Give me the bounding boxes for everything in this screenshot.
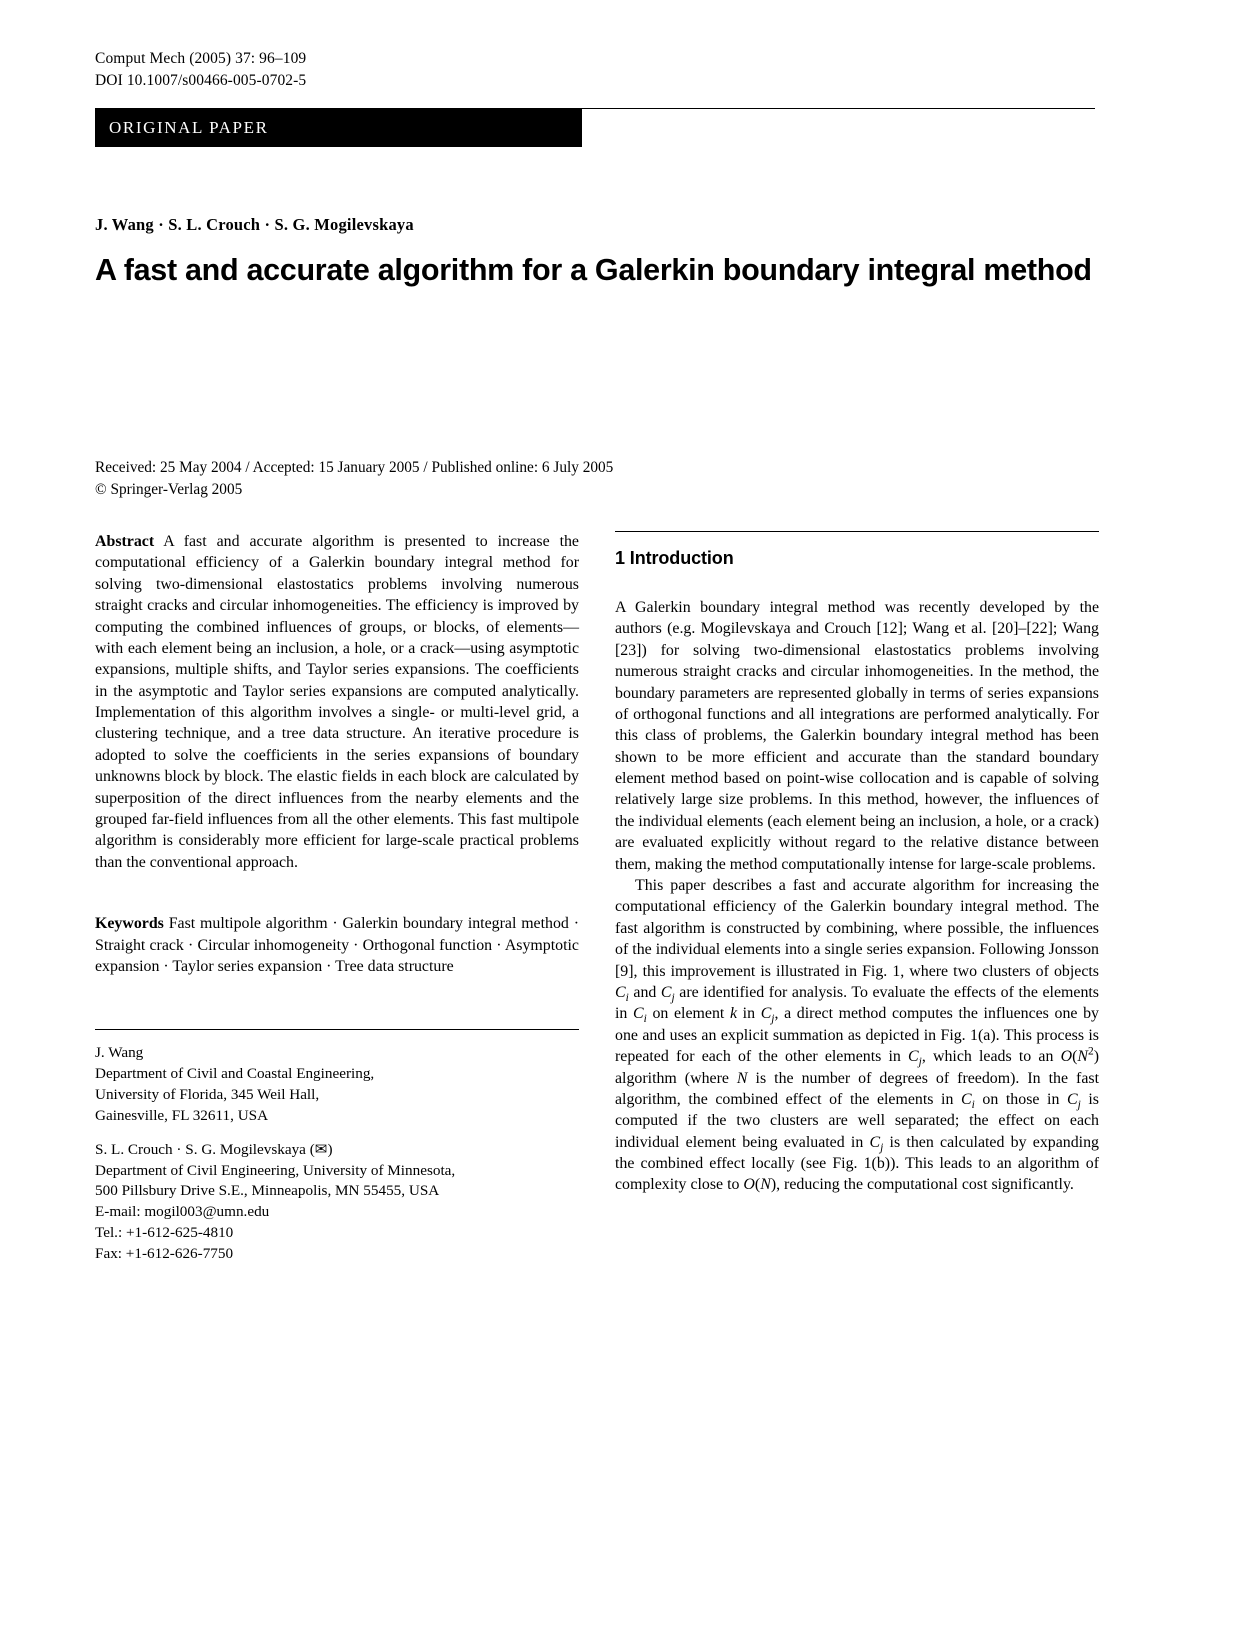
affiliation-line: Gainesville, FL 32611, USA bbox=[95, 1106, 269, 1124]
journal-reference bbox=[95, 48, 1095, 92]
right-column bbox=[615, 531, 1099, 1278]
affiliation-line: University of Florida, 345 Weil Hall, bbox=[95, 1086, 320, 1104]
page-content bbox=[95, 48, 1099, 1278]
article-type-label: ORIGINAL PAPER bbox=[109, 118, 269, 137]
copyright-line: © Springer-Verlag 2005 bbox=[95, 480, 243, 498]
journal-doi: DOI 10.1007/s00466-005-0702-5 bbox=[95, 72, 307, 89]
affiliation-email[interactable]: E-mail: mogil003@umn.edu bbox=[95, 1203, 270, 1221]
affiliation-line: Department of Civil and Coastal Engineering, bbox=[95, 1065, 375, 1083]
affiliation-line: S. L. Crouch · S. G. Mogilevskaya (✉) bbox=[95, 1140, 333, 1158]
two-column-body bbox=[95, 531, 1099, 1278]
page-title: A fast and accurate algorithm for a Galerkin boundary integral method bbox=[95, 253, 1092, 287]
affiliation-line: 500 Pillsbury Drive S.E., Minneapolis, MN 55455, USA bbox=[95, 1182, 440, 1200]
section-heading-introduction: 1 Introduction bbox=[615, 547, 734, 568]
affiliations bbox=[95, 1043, 579, 1264]
keywords-text: Fast multipole algorithm · Galerkin boundary integral method · Straight crack · Circular inhomogeneity · Orthogonal function · Asymptotic expansion · Taylor series expansion · Tree data structure bbox=[95, 915, 579, 975]
introduction-paragraph-2: This paper describes a fast and accurate algorithm for increasing the computational efficiency of the Galerkin boundary integral method. The fast algorithm is constructed by combining, where possible, the influences of the individual elements into a single series expansion. Following Jonsson [9], this improvement is illustrated in Fig. 1, where two clusters of objects $C_i$ and $C_j$ are identified for analysis. To evaluate the effects of the elements in $C_i$ on element k in $C_j$, a direct method computes the influences one by one and uses an explicit summation as depicted in Fig. 1(a). This process is repeated for each of the other elements in $C_j$, which leads to an $O(N^2)$ algorithm (where N is the number of degrees of freedom). In the fast algorithm, the combined effect of the elements in $C_i$ on those in $C_j$ is computed if the two clusters are well separated; the effect on each individual element being evaluated in $C_j$ is then calculated by expanding the combined effect locally (see Fig. 1(b)). This leads to an algorithm of complexity close to O(N), reducing the computational cost significantly. bbox=[615, 877, 1099, 1194]
section-divider bbox=[615, 531, 1099, 532]
author-list: J. Wang · S. L. Crouch · S. G. Mogilevskaya bbox=[95, 215, 414, 234]
publication-dates bbox=[95, 457, 1095, 501]
left-column bbox=[95, 531, 579, 1278]
received-accepted-line: Received: 25 May 2004 / Accepted: 15 January 2005 / Published online: 6 July 2005 bbox=[95, 458, 614, 476]
affiliation-block-2 bbox=[95, 1140, 579, 1265]
introduction-paragraph-1: A Galerkin boundary integral method was recently developed by the authors (e.g. Mogilevskaya and Crouch [12]; Wang et al. [20]–[22]; Wang [23]) for solving two-dimensional elastostatics problems involving numerous straight cracks and circular inhomogeneities. In the method, the boundary parameters are represented globally in terms of series expansions of orthogonal functions and all integrations are performed analytically. For this class of problems, the Galerkin boundary integral method has been shown to be more efficient and accurate than the standard boundary element method based on point-wise collocation and is capable of solving relatively large size problems. In this method, however, the influences of the individual elements (each element being an inclusion, a hole, or a crack) are evaluated explicitly without regard to the relative distance between them, making the method computationally intense for large-scale problems. bbox=[615, 598, 1099, 873]
abstract-text: A fast and accurate algorithm is presented to increase the computational efficiency of a Galerkin boundary integral method for solving two-dimensional elastostatics problems involving numerous straight cracks and circular inhomogeneities. The efficiency is improved by computing the combined influences of groups, or blocks, of elements—with each element being an inclusion, a hole, or a crack—using asymptotic expansions, multiple shifts, and Taylor series expansions. The coefficients in the asymptotic and Taylor series expansions are computed analytically. Implementation of this algorithm involves a single- or multi-level grid, a clustering technique, and a tree data structure. An iterative procedure is adopted to solve the coefficients in the series expansions of boundary unknowns block by block. The elastic fields in each block are calculated by superposition of the direct influences from the nearby elements and the grouped far-field influences from all the other elements. This fast multipole algorithm is considerably more efficient for large-scale practical problems than the conventional approach. bbox=[95, 532, 579, 871]
affiliation-fax: Fax: +1-612-626-7750 bbox=[95, 1244, 234, 1262]
affiliation-divider bbox=[95, 1029, 579, 1030]
keywords-label: Keywords bbox=[95, 915, 164, 933]
abstract-paragraph bbox=[95, 531, 579, 873]
affiliation-phone: Tel.: +1-612-625-4810 bbox=[95, 1223, 234, 1241]
affiliation-block-1 bbox=[95, 1043, 579, 1126]
abstract-label: Abstract bbox=[95, 532, 155, 550]
affiliation-line: J. Wang bbox=[95, 1044, 144, 1062]
keywords-paragraph bbox=[95, 913, 579, 977]
affiliation-line: Department of Civil Engineering, University of Minnesota, bbox=[95, 1161, 456, 1179]
journal-citation: Comput Mech (2005) 37: 96–109 bbox=[95, 50, 307, 67]
article-type-banner bbox=[95, 109, 582, 147]
